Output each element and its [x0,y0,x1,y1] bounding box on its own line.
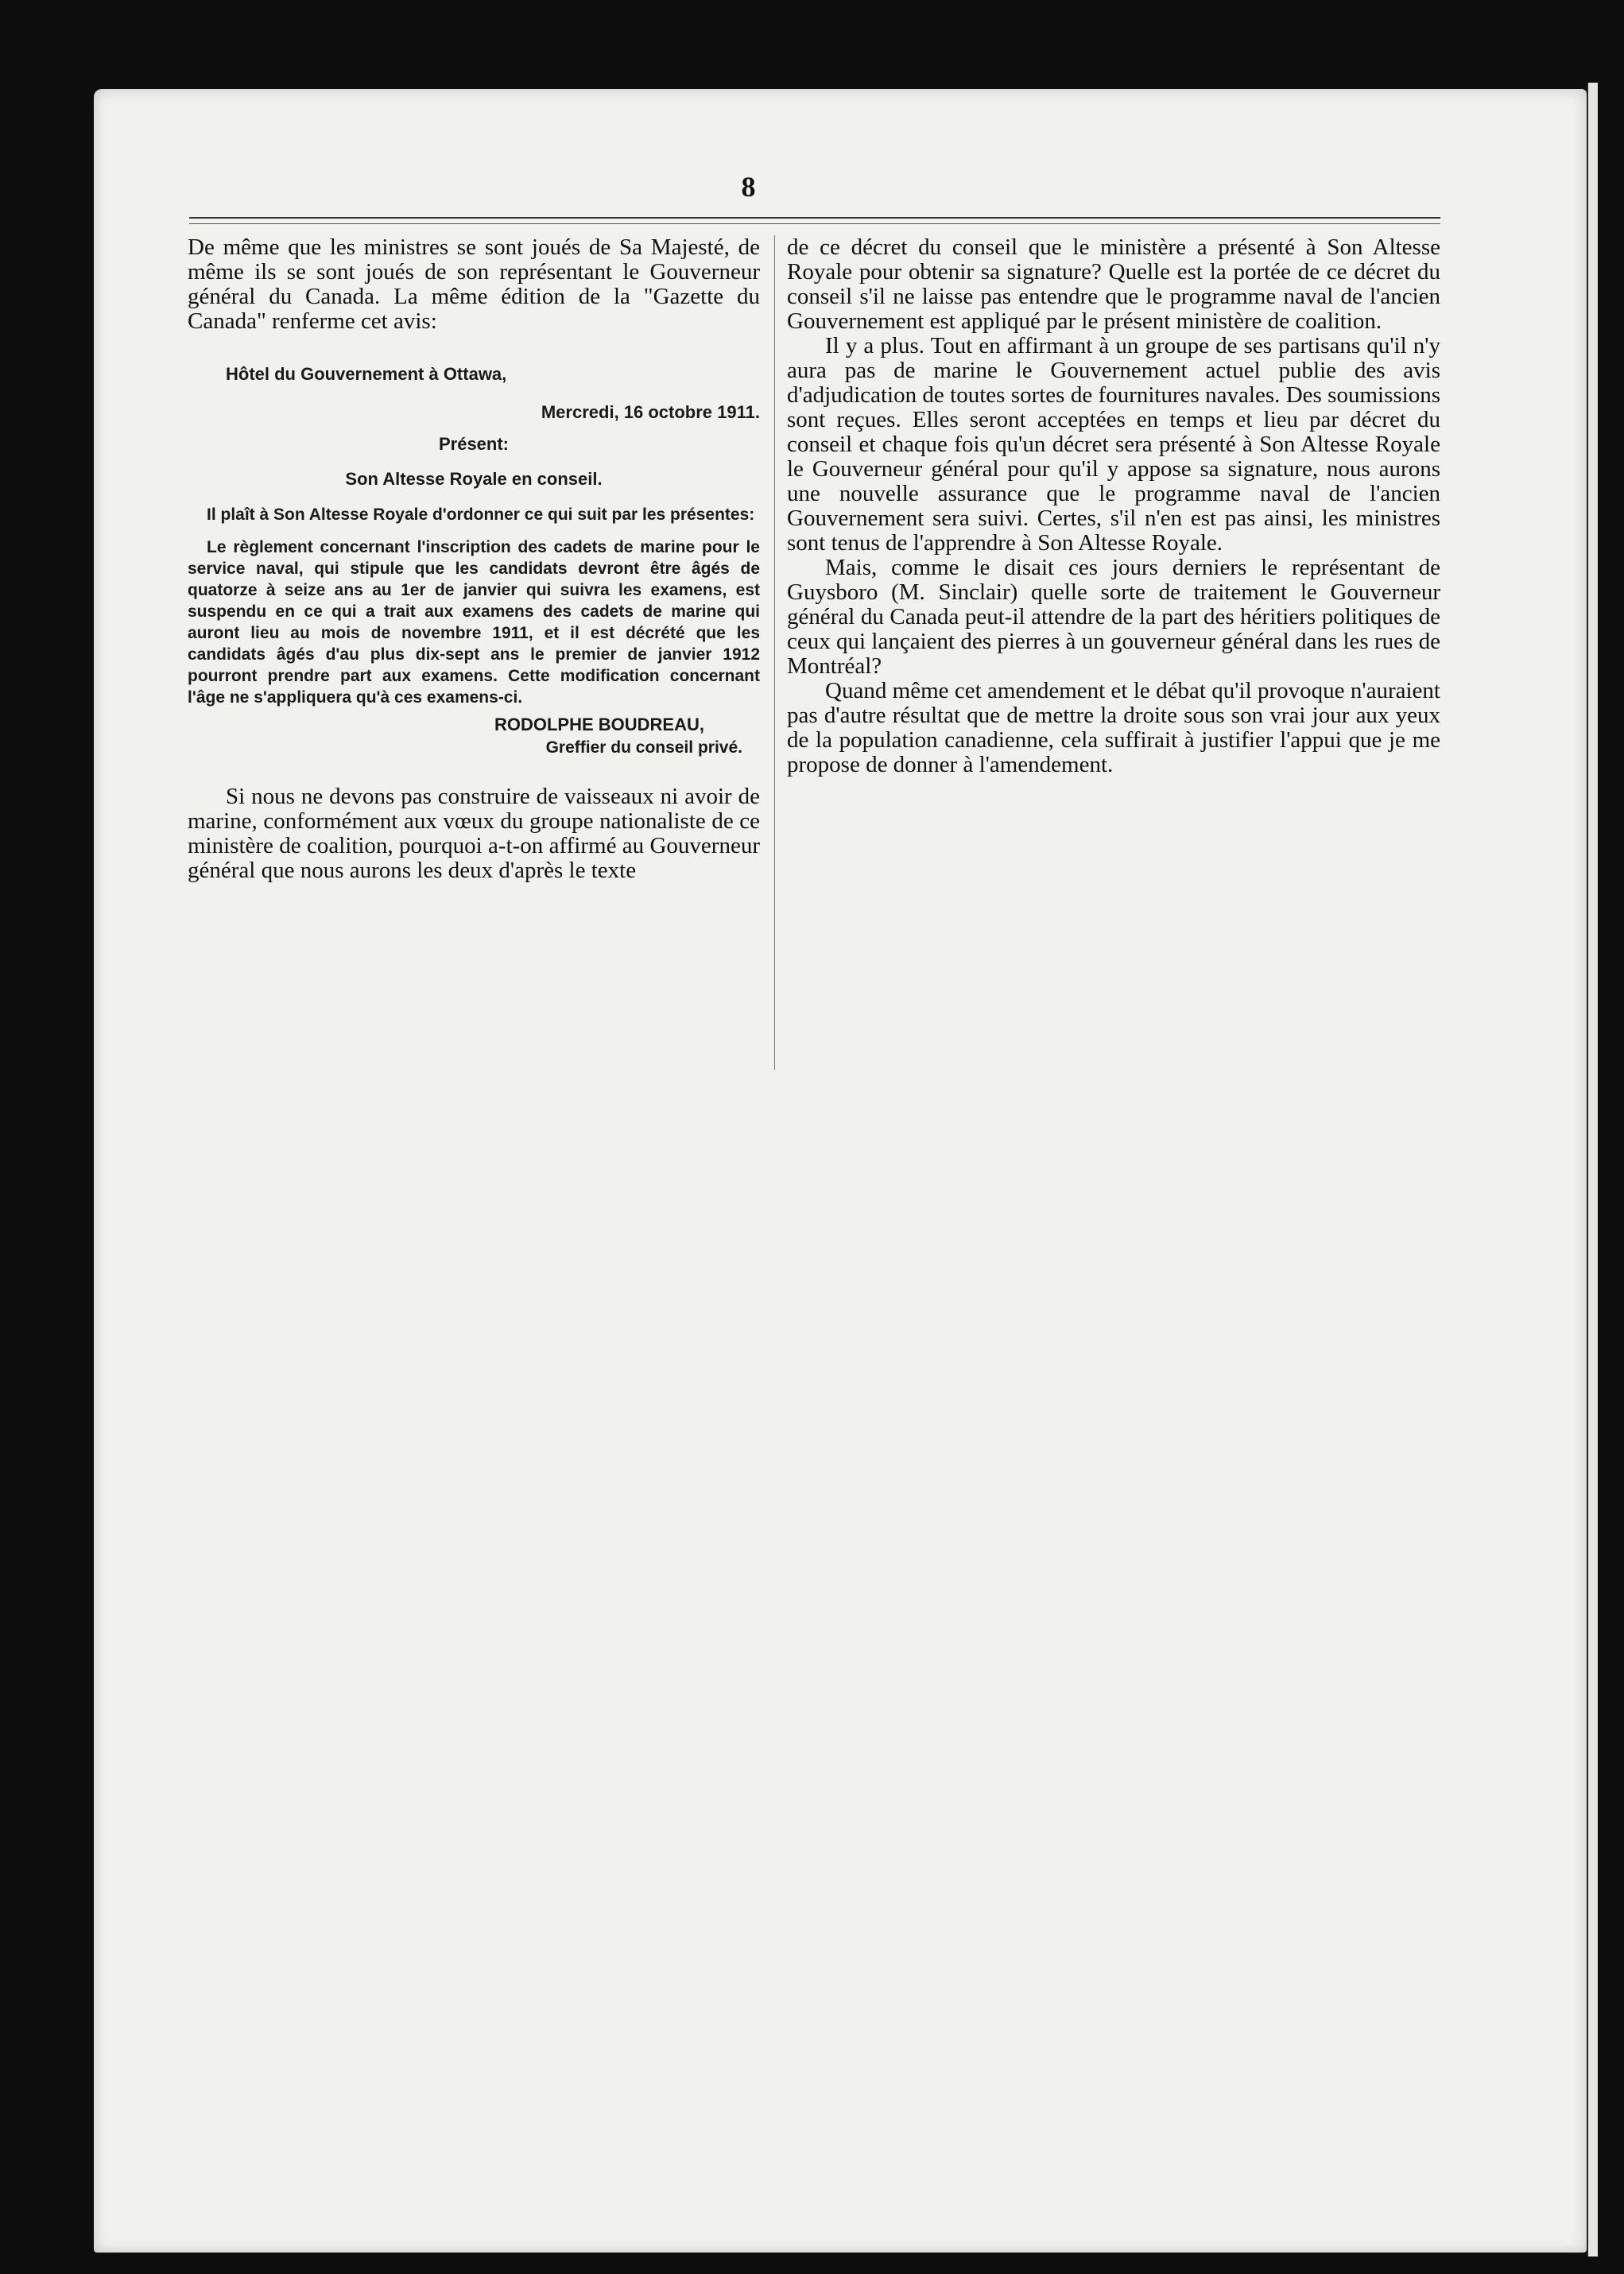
notice-date: Mercredi, 16 octobre 1911. [541,402,760,422]
left-column [188,235,760,883]
notice-present-label: Présent: [438,434,510,454]
header-rule-thin [189,223,1440,224]
notice-order-text: Le règlement concernant l'inscription des cadets de marine pour le service naval, qui stipule que les candidats devront être âgés de quatorze à seize ans au 1er de janvier qui suivra les examens, est suspendu en ce qui a trait aux examens des cadets de marine qui auront lieu au mois de novembre 1911, et il est décrété que les candidats âgés d'au plus dix-sept ans le premier de janvier 1912 pourront prendre part aux examens. Cette modification concernant l'âge ne s'appliquera qu'à ces examens-ci. [188,538,760,707]
left-paragraph-2: Si nous ne devons pas construire de vaisseaux ni avoir de marine, conformément aux vœux du groupe nationaliste de ce ministère de coalition, pourquoi a-t-on affirmé au Gouverneur général que nous aurons les deux d'après le texte [188,784,760,883]
right-paragraph-3: Mais, comme le disait ces jours derniers le représentant de Guysboro (M. Sinclair) quelle sorte de traitement le Gouverneur général du Canada peut-il attendre de la part des héritiers politiques de ceux qui lançaient des pierres à un gouverneur général dans les rues de Montréal? [787,555,1440,679]
right-paragraph-4: Quand même cet amendement et le débat qu'il provoque n'auraient pas d'autre résultat que de mettre la droite sous son vrai jour aux yeux de la population canadienne, cela suffirait à justifier l'appui que je me propose de donner à l'amendement. [787,678,1440,777]
page-number: 8 [741,171,756,203]
notice-signer-name: RODOLPHE BOUDREAU, [494,715,704,734]
notice-signer-title: Greffier du conseil privé. [545,738,742,757]
page-edge [1587,83,1598,2257]
notice-council: Son Altesse Royale en conseil. [345,469,603,489]
left-paragraph-1: De même que les ministres se sont joués de Sa Majesté, de même ils se sont joués de son représentant le Gouverneur général du Canada. La même édition de la "Gazette du Canada" renferme cet avis: [188,234,760,334]
header-rule [189,217,1440,219]
right-paragraph-2: Il y a plus. Tout en affirmant à un groupe de ses partisans qu'il n'y aura pas de marine le Gouvernement actuel publie des avis d'adjudication de toutes sortes de fournitures navales. Des soumissions sont reçues. Elles seront acceptées en temps et lieu par décret du conseil et chaque fois qu'un décret sera présenté à Son Altesse Royale le Gouverneur général pour qu'il y appose sa signature, nous aurons une nouvelle assurance que le programme naval de l'ancien Gouvernement sera suivi. Certes, s'il n'en est pas ainsi, les ministres sont tenus de l'apprendre à Son Altesse Royale. [787,333,1440,556]
right-paragraph-1: de ce décret du conseil que le ministère a présenté à Son Altesse Royale pour obtenir sa signature? Quelle est la portée de ce décret du conseil s'il ne laisse pas entendre que le programme naval de l'ancien Gouvernement est appliqué par le présent ministère de coalition. [787,234,1440,334]
gazette-notice [188,364,760,757]
notice-order-intro: Il plaît à Son Altesse Royale d'ordonner ce qui suit par les présentes: [207,506,755,524]
column-divider [774,235,775,1070]
right-column [787,235,1440,777]
notice-location: Hôtel du Gouvernement à Ottawa, [226,364,507,384]
